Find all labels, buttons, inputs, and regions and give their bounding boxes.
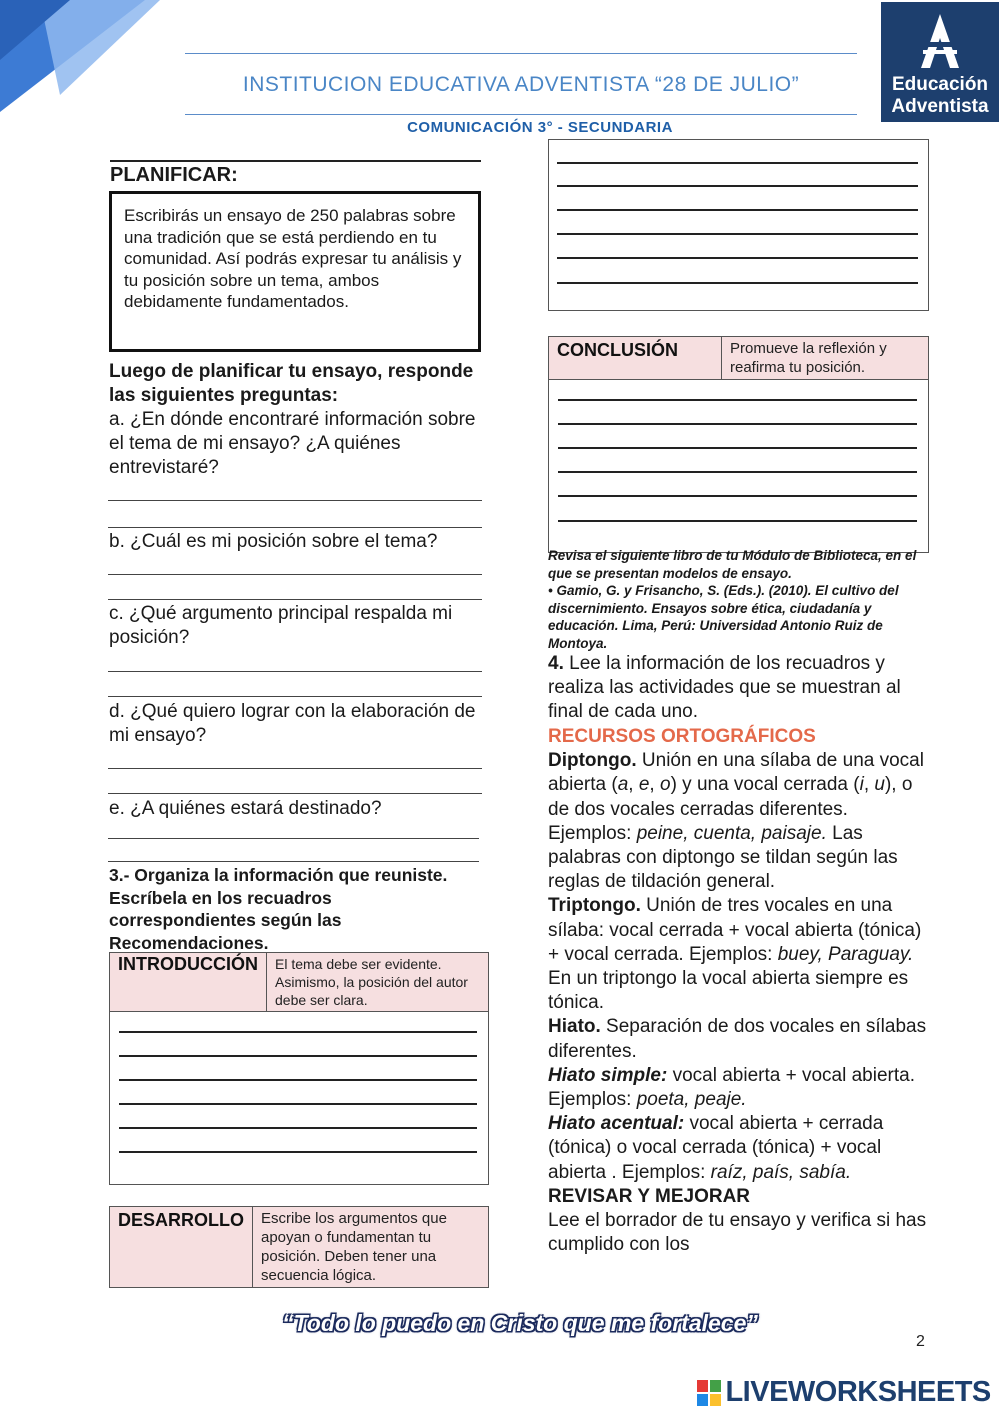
answer-a-line-2[interactable] [108, 527, 482, 528]
planificar-heading: PLANIFICAR: [110, 164, 238, 186]
vowel-a: a [617, 774, 629, 796]
writing-line[interactable] [557, 282, 918, 284]
diptongo-text-1: Unión en una sílaba de una vocal abierta ( [548, 750, 924, 796]
conclusion-hint: Promueve la reflexión y reafirma tu posición. [722, 337, 929, 380]
organize-instruction: 3.- Organiza la información que reuniste. Escríbela en los recuadros correspondientes según las Recomendaciones. [109, 865, 448, 953]
page-number: 2 [916, 1333, 925, 1350]
logo-line-2: Adventista [891, 96, 989, 117]
liveworksheets-name: LIVEWORKSHEETS [725, 1376, 991, 1408]
question-b: b. ¿Cuál es mi posición sobre el tema? [109, 531, 438, 552]
vowel-i: i [859, 774, 864, 796]
review-heading: REVISAR Y MEJORAR [548, 1185, 751, 1207]
activity-4 [548, 652, 928, 725]
library-note-text: Revisa el siguiente libro de tu Módulo de Biblioteca, en el que se presentan modelos de ensayo. [548, 548, 917, 581]
activity-4-text: Lee la información de los recuadros y realiza las actividades que se muestran al final de cada uno. [548, 653, 901, 723]
writing-line[interactable] [558, 399, 917, 401]
writing-line[interactable] [558, 520, 917, 522]
answer-d-line-2[interactable] [108, 793, 482, 794]
conclusion-label: CONCLUSIÓN [549, 337, 722, 380]
question-a: a. ¿En dónde encontraré información sobre el tema de mi ensayo? ¿A quiénes entrevistaré? [109, 409, 476, 478]
review-text: Lee el borrador de tu ensayo y verifica si has cumplido con los [548, 1210, 927, 1256]
hiato-acentual-text: vocal abierta + cerrada (tónica) o vocal cerrada (tónica) + vocal abierta . Ejemplos: [548, 1113, 884, 1183]
header-rule-top [185, 53, 857, 54]
writing-line[interactable] [558, 495, 917, 497]
writing-line[interactable] [557, 233, 918, 235]
hiato-simple-paragraph [548, 1064, 928, 1112]
question-c: c. ¿Qué argumento principal respalda mi posición? [109, 603, 453, 648]
adventista-emblem-icon [919, 12, 961, 70]
writing-line[interactable] [558, 471, 917, 473]
triptongo-paragraph [548, 894, 928, 1015]
liveworksheets-badge-icon [697, 1380, 721, 1406]
planificar-box-text: Escribirás un ensayo de 250 palabras sobre una tradición que se está perdiendo en tu comunidad. Así podrás expresar tu análisis y tu posición sobre un tema, ambos debidamente fundamentados. [124, 206, 462, 311]
hiato-term: Hiato. [548, 1016, 601, 1038]
triptongo-text-1: Unión de tres vocales en una sílaba: vocal cerrada + vocal abierta (tónica) + vocal cerrada. Ejemplos: [548, 895, 922, 965]
writing-line[interactable] [557, 257, 918, 259]
vowel-o: o [659, 774, 671, 796]
introduccion-label: INTRODUCCIÓN [110, 953, 267, 1012]
library-reference: • Gamio, G. y Frisancho, S. (Eds.). (2010). El cultivo del discernimiento. Ensayos sobre ética, ciudadanía y educación. Lima, Perú: Universidad Antonio Ruiz de Montoya. [548, 583, 899, 651]
answer-e-line-1[interactable] [108, 838, 479, 839]
answer-c-line-2[interactable] [108, 696, 482, 697]
library-note [548, 547, 938, 652]
hiato-text: Separación de dos vocales en sílabas diferentes. [548, 1016, 927, 1062]
desarrollo-writing-area[interactable] [548, 139, 929, 311]
diptongo-term: Diptongo. [548, 750, 637, 772]
writing-line[interactable] [557, 162, 918, 164]
introduccion-writing-area[interactable] [110, 1012, 489, 1185]
hiato-simple-examples: poeta, peaje. [636, 1089, 747, 1111]
writing-line[interactable] [558, 423, 917, 425]
questions-intro: Luego de planificar tu ensayo, responde las siguientes preguntas: [109, 361, 474, 406]
diptongo-text-4: Las palabras con diptongo se tildan según las reglas de tildación general. [548, 822, 898, 893]
conclusion-box [548, 336, 929, 553]
liveworksheets-brand [697, 1376, 991, 1412]
activity-4-number: 4. [548, 653, 564, 674]
planificar-box [109, 191, 481, 352]
writing-line[interactable] [119, 1079, 477, 1081]
hiato-simple-text: vocal abierta + vocal abierta. Ejemplos: [548, 1064, 915, 1111]
desarrollo-label: DESARROLLO [110, 1207, 253, 1288]
writing-line[interactable] [557, 209, 918, 211]
hiato-acentual-term: Hiato acentual: [548, 1113, 685, 1135]
educacion-adventista-logo [881, 2, 999, 122]
diptongo-paragraph [548, 749, 928, 894]
triptongo-term: Triptongo. [548, 895, 641, 917]
writing-line[interactable] [119, 1103, 477, 1105]
diptongo-examples: peine, cuenta, paisaje. [636, 822, 827, 844]
sep: , [628, 774, 639, 796]
corner-decoration [0, 0, 160, 112]
sep: , [863, 774, 875, 796]
institution-title: INSTITUCION EDUCATIVA ADVENTISTA “28 DE JULIO” [242, 73, 800, 96]
desarrollo-hint: Escribe los argumentos que apoyan o fundamentan tu posición. Deben tener una secuencia lógica. [253, 1207, 489, 1288]
triptongo-examples: buey, Paraguay. [777, 943, 914, 965]
hiato-simple-term: Hiato simple: [548, 1064, 668, 1086]
logo-line-1: Educación [891, 74, 989, 95]
answer-e-line-2[interactable] [108, 861, 479, 862]
writing-line[interactable] [119, 1151, 477, 1153]
writing-line[interactable] [119, 1031, 477, 1033]
writing-line[interactable] [119, 1055, 477, 1057]
answer-c-line-1[interactable] [108, 671, 482, 672]
writing-line[interactable] [119, 1127, 477, 1129]
hiato-acentual-paragraph [548, 1112, 928, 1185]
writing-line[interactable] [557, 185, 918, 187]
introduccion-hint: El tema debe ser evidente. Asimismo, la posición del autor debe ser clara. [267, 953, 489, 1012]
triptongo-text-2: En un triptongo la vocal abierta siempre es tónica. [548, 968, 909, 1014]
course-subtitle: COMUNICACIÓN 3° - SECUNDARIA [407, 119, 673, 136]
conclusion-writing-area[interactable] [549, 380, 929, 553]
answer-d-line-1[interactable] [108, 768, 482, 769]
diptongo-text-2: ) y una vocal cerrada ( [670, 774, 860, 796]
answer-a-line-1[interactable] [108, 500, 482, 501]
introduccion-box [109, 952, 489, 1185]
ortho-resources [548, 725, 928, 1257]
question-d: d. ¿Qué quiero lograr con la elaboración de mi ensayo? [109, 701, 476, 746]
footer-motto: “Todo lo puedo en Cristo que me fortalece” [282, 1310, 758, 1336]
answer-b-line-2[interactable] [108, 599, 482, 600]
desarrollo-box [109, 1206, 489, 1288]
answer-b-line-1[interactable] [108, 574, 482, 575]
question-e: e. ¿A quiénes estará destinado? [109, 798, 382, 819]
planificar-topline [110, 160, 481, 162]
vowel-e: e [638, 774, 650, 796]
diptongo-text-3: ), o de dos vocales cerradas diferentes. Ejemplos: [548, 774, 913, 844]
sep: , [649, 774, 660, 796]
header-rule-bottom [185, 114, 857, 115]
writing-line[interactable] [558, 447, 917, 449]
hiato-paragraph [548, 1015, 928, 1063]
vowel-u: u [874, 774, 885, 796]
ortho-heading: RECURSOS ORTOGRÁFICOS [548, 726, 816, 747]
hiato-acentual-examples: raíz, país, sabía. [710, 1161, 852, 1183]
